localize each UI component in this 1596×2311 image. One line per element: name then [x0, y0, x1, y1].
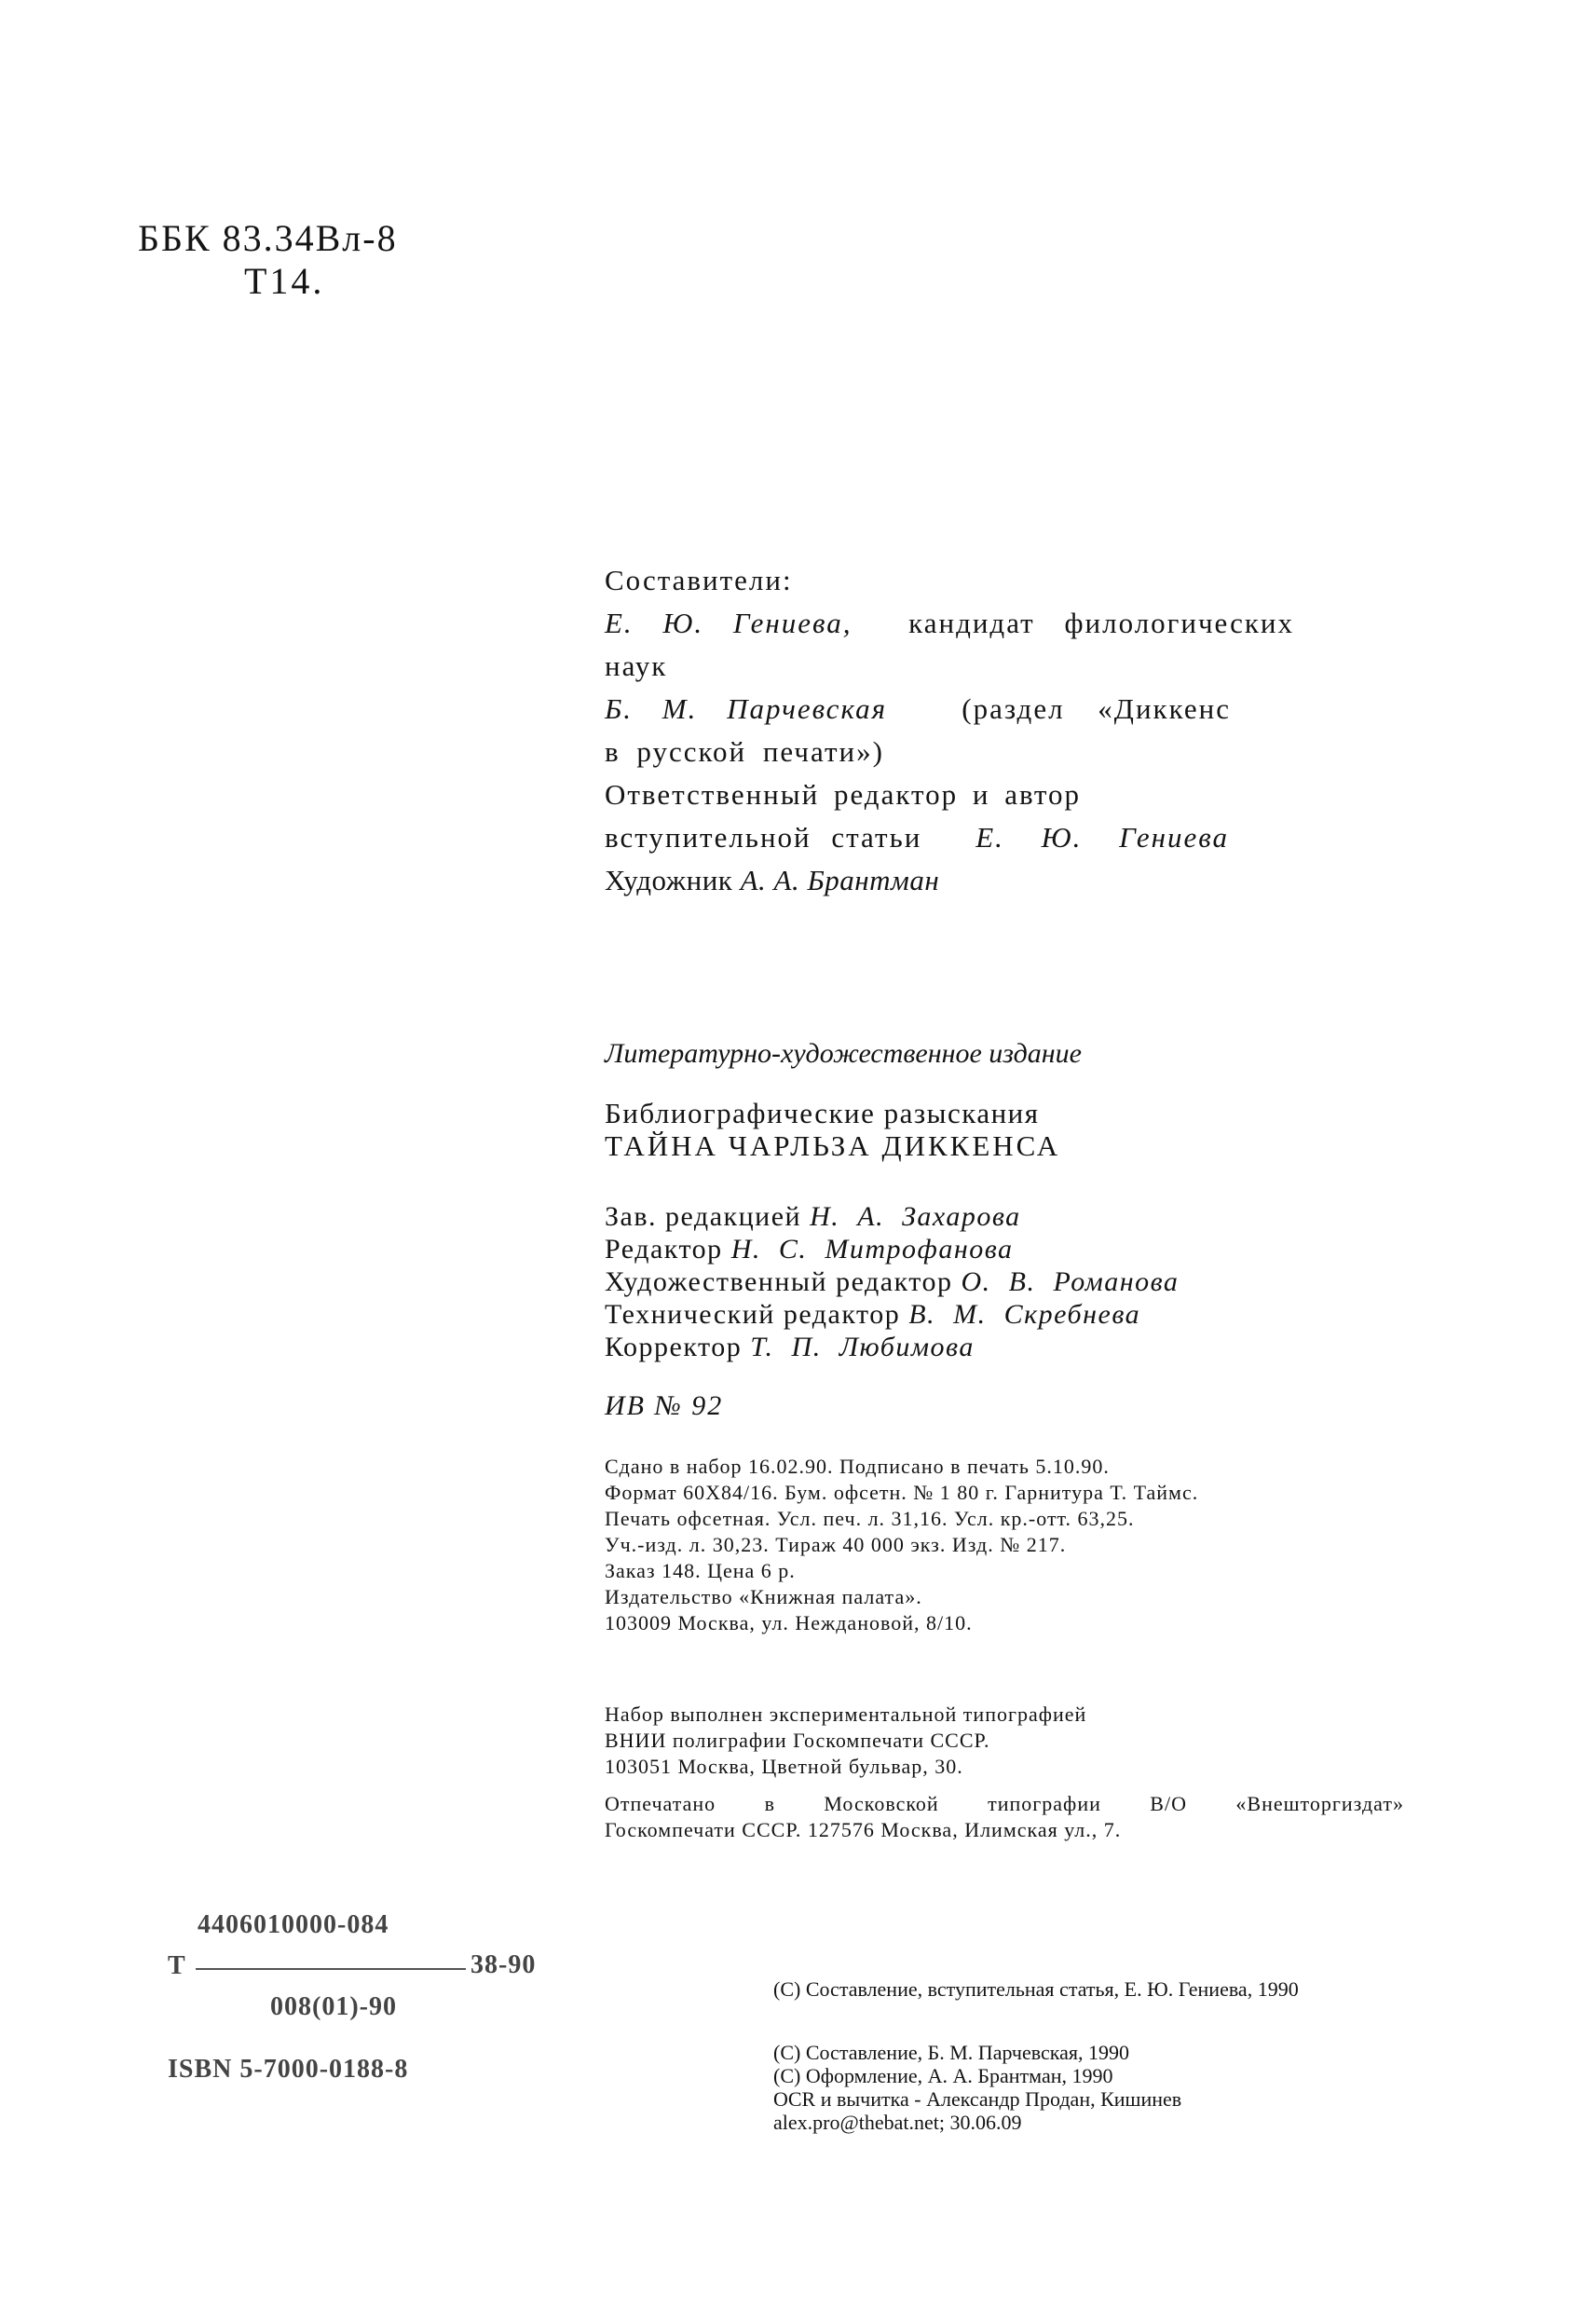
copyright-line: (С) Составление, Б. М. Парчевская, 1990 — [773, 2041, 1130, 2064]
editor-name: В. М. Скребнева — [908, 1299, 1141, 1330]
artist — [605, 859, 1294, 902]
compiler-2 — [605, 688, 1231, 731]
copyright-compilation — [773, 1977, 1299, 2001]
typeset-info-line: ВНИИ полиграфии Госкомпечати СССР. — [605, 1729, 990, 1752]
printed-word: типографии — [988, 1792, 1101, 1815]
copyright-line: (С) Составление, вступительная статья, Е. Ю. Гениева, 1990 — [773, 1977, 1299, 2001]
editor-row — [605, 1298, 1179, 1331]
editor-role: Технический редактор — [605, 1299, 901, 1330]
printed-word: в — [764, 1792, 775, 1815]
print-info-line: Формат 60Х84/16. Бум. офсетн. № 1 80 г. Гарнитура Т. Таймс. — [605, 1481, 1199, 1504]
compiler-1 — [605, 602, 1294, 645]
responsible-editor-role-cont: вступительной статьи — [605, 821, 922, 854]
compilers-block — [605, 559, 1294, 902]
ocr-contact: alex.pro@thebat.net; 30.06.09 — [773, 2111, 1022, 2134]
print-info-line: Печать офсетная. Усл. печ. л. 31,16. Усл. кр.-отт. 63,25. — [605, 1507, 1135, 1530]
catalog-index-top: 4406010000-084 — [198, 1910, 389, 1939]
editor-role: Корректор — [605, 1332, 743, 1362]
author-index: Т14. — [244, 260, 325, 302]
compiler-2-role-cont: в русской печати») — [605, 735, 884, 768]
editor-row — [605, 1265, 1179, 1298]
compiler-2-role: (раздел «Диккенс — [962, 692, 1231, 725]
copyright-line: (С) Оформление, А. А. Брантман, 1990 — [773, 2064, 1113, 2087]
printed-info-line-2: Госкомпечати СССР. 127576 Москва, Илимская ул., 7. — [605, 1818, 1122, 1841]
editors-block — [605, 1200, 1179, 1363]
compiler-1-role: кандидат филологических — [908, 607, 1294, 639]
printed-word: «Внешторгиздат» — [1235, 1792, 1404, 1815]
print-info-line: Заказ 148. Цена 6 р. — [605, 1559, 796, 1582]
ib-number: ИВ № 92 — [605, 1390, 724, 1421]
print-info-line: Уч.-изд. л. 30,23. Тираж 40 000 экз. Изд. № 217. — [605, 1533, 1067, 1556]
print-info-line: Сдано в набор 16.02.90. Подписано в печать 5.10.90. — [605, 1455, 1110, 1478]
printed-info-line-1 — [605, 1791, 1404, 1817]
bbk-code: ББК 83.34Вл-8 — [138, 217, 398, 259]
printed-word: В/О — [1150, 1792, 1187, 1815]
typeset-info-line: Набор выполнен экспериментальной типографией — [605, 1702, 1087, 1726]
catalog-index-bottom: 008(01)-90 — [270, 1992, 397, 2021]
editor-role: Художественный редактор — [605, 1266, 953, 1297]
editor-row — [605, 1233, 1179, 1265]
responsible-editor-name: Е. Ю. Гениева — [975, 821, 1229, 854]
compiler-1-name: Е. Ю. Гениева, — [605, 607, 853, 639]
genre-line: Библиографические разыскания — [605, 1097, 1040, 1129]
print-info-line: Издательство «Книжная палата». — [605, 1585, 922, 1608]
editor-name: Т. П. Любимова — [750, 1332, 975, 1362]
ocr-credit: OCR и вычитка - Александр Продан, Кишинев — [773, 2087, 1182, 2111]
typeset-info-line: 103051 Москва, Цветной бульвар, 30. — [605, 1755, 963, 1778]
artist-role: Художник — [605, 864, 733, 896]
editor-row — [605, 1331, 1179, 1363]
printed-word: Отпечатано — [605, 1792, 716, 1815]
editor-name: О. В. Романова — [961, 1266, 1180, 1297]
responsible-editor-cont — [605, 816, 1229, 859]
edition-type: Литературно-художественное издание — [605, 1038, 1082, 1069]
print-info-block — [605, 1454, 1198, 1636]
print-info-line: 103009 Москва, ул. Неждановой, 8/10. — [605, 1611, 973, 1634]
artist-name: А. А. Брантман — [740, 864, 940, 896]
responsible-editor: Ответственный редактор и автор — [605, 778, 1081, 811]
editor-name: Н. С. Митрофанова — [730, 1234, 1014, 1265]
copyright-block — [773, 2041, 1181, 2134]
compilers-heading: Составители: — [605, 564, 793, 596]
catalog-index-letter: Т — [168, 1951, 186, 1980]
compiler-1-role-cont: наук — [605, 650, 668, 682]
catalog-index-right: 38-90 — [471, 1950, 537, 1979]
editor-name: Н. А. Захарова — [810, 1201, 1021, 1232]
isbn: ISBN 5-7000-0188-8 — [168, 2055, 409, 2084]
compiler-2-name: Б. М. Парчевская — [605, 692, 888, 725]
typeset-info-block — [605, 1702, 1086, 1780]
editor-role: Редактор — [605, 1234, 723, 1265]
editor-role: Зав. редакцией — [605, 1201, 802, 1232]
printed-info-block — [605, 1791, 1404, 1843]
editor-row — [605, 1200, 1179, 1233]
book-title: ТАЙНА ЧАРЛЬЗА ДИККЕНСА — [605, 1129, 1061, 1162]
printed-word: Московской — [824, 1792, 939, 1815]
catalog-fraction-line — [196, 1968, 466, 1970]
